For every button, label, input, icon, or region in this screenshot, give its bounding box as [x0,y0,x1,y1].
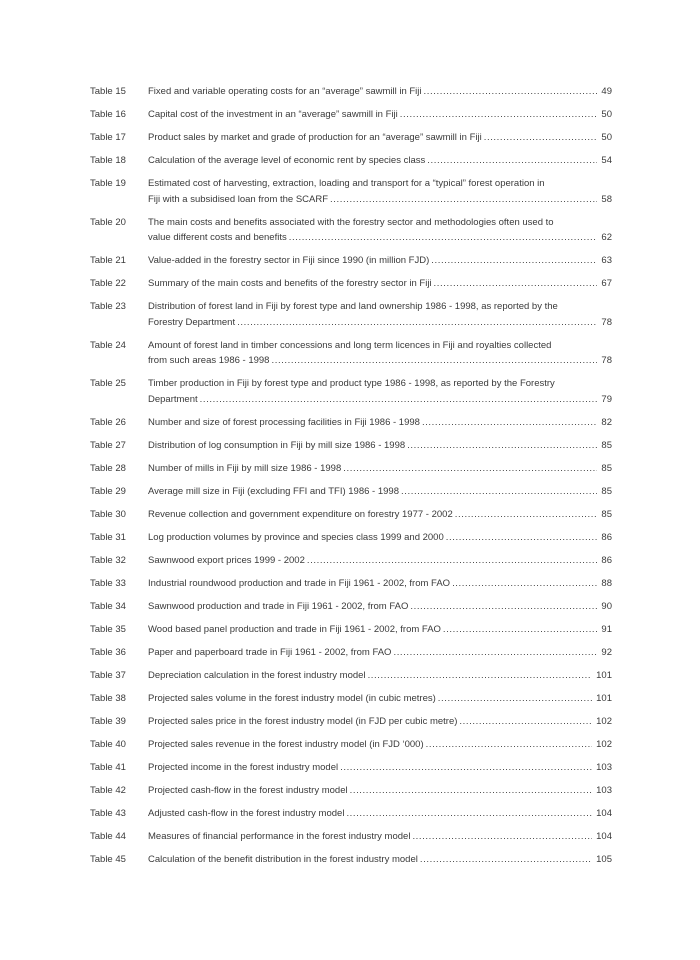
dot-leader [350,783,593,799]
toc-entry-label: Table 43 [90,807,126,819]
toc-entry-label: Table 19 [90,178,126,189]
toc-entry-label: Table 37 [90,669,126,681]
toc-entry-body [148,107,612,123]
toc-entry [90,760,612,776]
toc-entry [90,176,612,207]
toc-entry-page-number: 79 [601,393,612,405]
toc-entry-title: Capital cost of the investment in an “average” sawmill in Fiji [148,109,398,120]
toc-entry-page-number: 101 [596,669,612,681]
toc-entry-title: Forestry Department [148,316,236,328]
dot-leader [400,107,598,123]
toc-entry-page-number: 49 [601,86,612,97]
toc-entry-title: Measures of financial performance in the forest industry model [148,830,411,842]
toc-entry-lastline [148,829,612,845]
toc-entry-body [148,737,612,753]
toc-entry-lastline [148,507,612,523]
toc-entry [90,153,612,169]
toc-entry [90,530,612,546]
dot-leader [271,353,597,369]
toc-entry-body [148,215,612,246]
toc-entry [90,338,612,369]
toc-entry-page-number: 103 [596,784,612,796]
toc-entry-lastline [148,153,612,169]
dot-leader [393,645,597,661]
dot-leader [289,230,598,246]
toc-entry-title: Value-added in the forestry sector in Fiji since 1990 (in million FJD) [148,255,430,266]
toc-entry-body [148,338,612,369]
toc-entry-page-number: 82 [601,416,612,428]
toc-entry-lastline [148,599,612,615]
toc-entry-body [148,276,612,292]
toc-entry-title-line: Distribution of forest land in Fiji by forest type and land ownership 1986 - 1998, as reported by the [148,301,558,312]
toc-entry-body [148,299,612,330]
toc-entry [90,553,612,569]
toc-entry-title-line: Timber production in Fiji by forest type and product type 1986 - 1998, as reported by the Forestry [148,378,555,389]
toc-entry-label: Table 30 [90,508,126,520]
toc-entry-page-number: 85 [601,439,612,451]
toc-entry-lastline [148,253,612,269]
toc-entry-label: Table 38 [90,692,126,704]
dot-leader [330,192,597,208]
dot-leader [343,461,597,477]
toc-entry-page-number: 102 [596,738,612,750]
dot-leader [200,392,598,408]
toc-entry-page-number: 78 [601,316,612,328]
toc-entry [90,215,612,246]
toc-entry-lastline [148,484,612,500]
toc-entry-page-number: 104 [596,807,612,819]
toc-entry-label: Table 22 [90,278,126,289]
toc-entry-title: Number and size of forest processing facilities in Fiji 1986 - 1998 [148,416,420,428]
toc-entry-label: Table 32 [90,554,126,566]
toc-entry [90,783,612,799]
dot-leader [410,599,597,615]
dot-leader [401,484,597,500]
toc-entry-label: Table 44 [90,830,126,842]
dot-leader [431,253,597,269]
toc-entry-label: Table 16 [90,109,126,120]
toc-entry-label: Table 31 [90,531,126,543]
toc-entry [90,852,612,868]
toc-entry-body [148,376,612,407]
toc-entry-label: Table 35 [90,623,126,635]
list-of-tables [90,84,612,867]
toc-entry-title: Projected sales price in the forest industry model (in FJD per cubic metre) [148,715,458,727]
toc-entry-label: Table 21 [90,255,126,266]
dot-leader [459,714,592,730]
dot-leader [424,84,598,100]
toc-entry-label: Table 23 [90,301,126,312]
toc-entry [90,507,612,523]
toc-entry-label: Table 36 [90,646,126,658]
toc-entry-lastline [148,438,612,454]
toc-entry-title: Log production volumes by province and species class 1999 and 2000 [148,531,444,543]
toc-entry-title: Calculation of the average level of economic rent by species class [148,155,426,166]
toc-entry-lastline [148,353,612,369]
dot-leader [340,760,592,776]
toc-entry [90,276,612,292]
toc-entry-title: Department [148,393,198,405]
toc-entry-title: value different costs and benefits [148,232,287,243]
toc-entry-lastline [148,852,612,868]
toc-entry-body [148,668,612,684]
toc-entry-label: Table 15 [90,86,126,97]
toc-entry [90,806,612,822]
toc-entry-lastline [148,553,612,569]
toc-entry [90,622,612,638]
toc-entry-page-number: 54 [601,155,612,166]
toc-entry [90,714,612,730]
toc-entry-label: Table 27 [90,439,126,451]
toc-entry [90,253,612,269]
toc-entry [90,484,612,500]
dot-leader [368,668,593,684]
toc-entry-lastline [148,130,612,146]
toc-entry-page-number: 50 [601,109,612,120]
toc-entry-lastline [148,576,612,592]
toc-entry-lastline [148,645,612,661]
toc-entry [90,130,612,146]
toc-entry-label: Table 45 [90,853,126,865]
toc-entry-page-number: 101 [596,692,612,704]
toc-entry-lastline [148,737,612,753]
toc-entry-label: Table 34 [90,600,126,612]
dot-leader [443,622,598,638]
toc-entry-body [148,714,612,730]
toc-entry-body [148,691,612,707]
toc-entry-body [148,806,612,822]
dot-leader [237,315,597,331]
toc-entry-page-number: 50 [601,132,612,143]
toc-entry-page-number: 88 [601,577,612,589]
toc-entry-lastline [148,107,612,123]
toc-entry-lastline [148,230,612,246]
toc-entry-title: Sawnwood export prices 1999 - 2002 [148,554,305,566]
toc-entry-title: Industrial roundwood production and trade in Fiji 1961 - 2002, from FAO [148,577,451,589]
toc-entry-body [148,852,612,868]
toc-entry-body [148,130,612,146]
toc-entry-label: Table 33 [90,577,126,589]
dot-leader [434,276,598,292]
toc-entry-title: Fixed and variable operating costs for an “average” sawmill in Fiji [148,86,422,97]
toc-entry-page-number: 67 [601,278,612,289]
toc-entry-lastline [148,760,612,776]
toc-entry [90,84,612,100]
toc-entry-lastline [148,84,612,100]
toc-entry-title: Fiji with a subsidised loan from the SCARF [148,193,329,205]
toc-entry-lastline [148,783,612,799]
toc-entry [90,438,612,454]
toc-entry-title: Projected sales volume in the forest industry model (in cubic metres) [148,692,436,704]
toc-entry-body [148,253,612,269]
toc-entry-page-number: 62 [601,232,612,243]
toc-entry-page-number: 58 [601,193,612,205]
toc-entry [90,829,612,845]
dot-leader [426,737,593,753]
toc-entry-label: Table 40 [90,738,126,750]
toc-entry [90,668,612,684]
toc-entry-title: Product sales by market and grade of production for an “average” sawmill in Fiji [148,132,482,143]
toc-entry-title-line: Amount of forest land in timber concessions and long term licences in Fiji and royalties collected [148,339,552,351]
toc-entry-page-number: 78 [601,355,612,366]
toc-entry-lastline [148,691,612,707]
toc-entry-title: Sawnwood production and trade in Fiji 1961 - 2002, from FAO [148,600,409,612]
toc-entry-lastline [148,622,612,638]
toc-entry-lastline [148,461,612,477]
toc-entry-page-number: 103 [596,761,612,773]
toc-entry-lastline [148,192,612,208]
toc-entry [90,107,612,123]
toc-entry-page-number: 91 [601,623,612,635]
toc-entry-title: Distribution of log consumption in Fiji by mill size 1986 - 1998 [148,439,406,451]
toc-entry [90,461,612,477]
dot-leader [346,806,592,822]
toc-entry-body [148,461,612,477]
dot-leader [307,553,598,569]
toc-entry-label: Table 39 [90,715,126,727]
toc-entry-title: Wood based panel production and trade in Fiji 1961 - 2002, from FAO [148,623,441,635]
toc-entry-page-number: 85 [601,462,612,474]
toc-entry-page-number: 102 [596,715,612,727]
toc-entry-body [148,829,612,845]
toc-entry-label: Table 24 [90,339,126,351]
toc-entry-title: Number of mills in Fiji by mill size 1986 - 1998 [148,462,342,474]
toc-entry-body [148,760,612,776]
dot-leader [427,153,597,169]
toc-entry [90,645,612,661]
toc-entry-title: Projected income in the forest industry model [148,761,339,773]
toc-entry-body [148,599,612,615]
toc-entry-body [148,176,612,207]
toc-entry-lastline [148,315,612,331]
toc-entry [90,376,612,407]
toc-entry-title: Calculation of the benefit distribution in the forest industry model [148,853,418,865]
toc-entry-title: Depreciation calculation in the forest industry model [148,669,366,681]
toc-entry-page-number: 92 [601,646,612,658]
toc-entry-page-number: 86 [601,531,612,543]
dot-leader [422,415,597,431]
toc-entry-title-line: The main costs and benefits associated with the forestry sector and methodologies often used to [148,216,554,228]
toc-entry-page-number: 104 [596,830,612,842]
dot-leader [407,438,597,454]
toc-entry-body [148,553,612,569]
toc-entry-body [148,645,612,661]
toc-entry-label: Table 17 [90,132,126,143]
toc-entry-body [148,153,612,169]
toc-entry-label: Table 26 [90,416,126,428]
toc-entry-body [148,507,612,523]
toc-entry [90,737,612,753]
dot-leader [455,507,598,523]
toc-entry-title: Average mill size in Fiji (excluding FFI and TFI) 1986 - 1998 [148,485,399,497]
toc-entry-title: Projected cash-flow in the forest industry model [148,784,348,796]
dot-leader [484,130,598,146]
toc-entry-lastline [148,276,612,292]
toc-entry-title: Paper and paperboard trade in Fiji 1961 - 2002, from FAO [148,646,392,658]
toc-entry [90,691,612,707]
toc-entry [90,576,612,592]
toc-entry-label: Table 28 [90,462,126,474]
toc-entry [90,299,612,330]
toc-entry-body [148,438,612,454]
dot-leader [446,530,598,546]
toc-entry-body [148,576,612,592]
toc-entry-lastline [148,714,612,730]
toc-entry-body [148,415,612,431]
toc-entry-body [148,622,612,638]
toc-entry-lastline [148,392,612,408]
toc-entry-label: Table 41 [90,761,126,773]
toc-entry-title: Projected sales revenue in the forest industry model (in FJD ‘000) [148,738,424,750]
toc-entry-page-number: 86 [601,554,612,566]
toc-entry-title: Adjusted cash-flow in the forest industry model [148,807,345,819]
toc-entry-title: Revenue collection and government expenditure on forestry 1977 - 2002 [148,508,453,520]
toc-entry-body [148,84,612,100]
dot-leader [412,829,592,845]
toc-entry-label: Table 42 [90,784,126,796]
toc-entry-label: Table 20 [90,216,126,228]
toc-entry-body [148,783,612,799]
toc-entry-page-number: 90 [601,600,612,612]
toc-entry-body [148,484,612,500]
toc-entry-title: Summary of the main costs and benefits of the forestry sector in Fiji [148,278,432,289]
toc-entry-lastline [148,806,612,822]
dot-leader [452,576,597,592]
dot-leader [438,691,592,707]
toc-entry-lastline [148,415,612,431]
toc-entry-page-number: 85 [601,485,612,497]
toc-entry-label: Table 25 [90,378,126,389]
toc-entry-page-number: 105 [596,853,612,865]
toc-entry-label: Table 29 [90,485,126,497]
dot-leader [420,852,592,868]
toc-entry-title: from such areas 1986 - 1998 [148,355,270,366]
toc-entry [90,599,612,615]
toc-entry-title-line: Estimated cost of harvesting, extraction, loading and transport for a “typical” forest operation in [148,178,545,189]
toc-entry-body [148,530,612,546]
toc-entry-label: Table 18 [90,155,126,166]
toc-entry-lastline [148,668,612,684]
toc-entry-page-number: 63 [601,255,612,266]
toc-entry-lastline [148,530,612,546]
toc-entry-page-number: 85 [601,508,612,520]
toc-entry [90,415,612,431]
